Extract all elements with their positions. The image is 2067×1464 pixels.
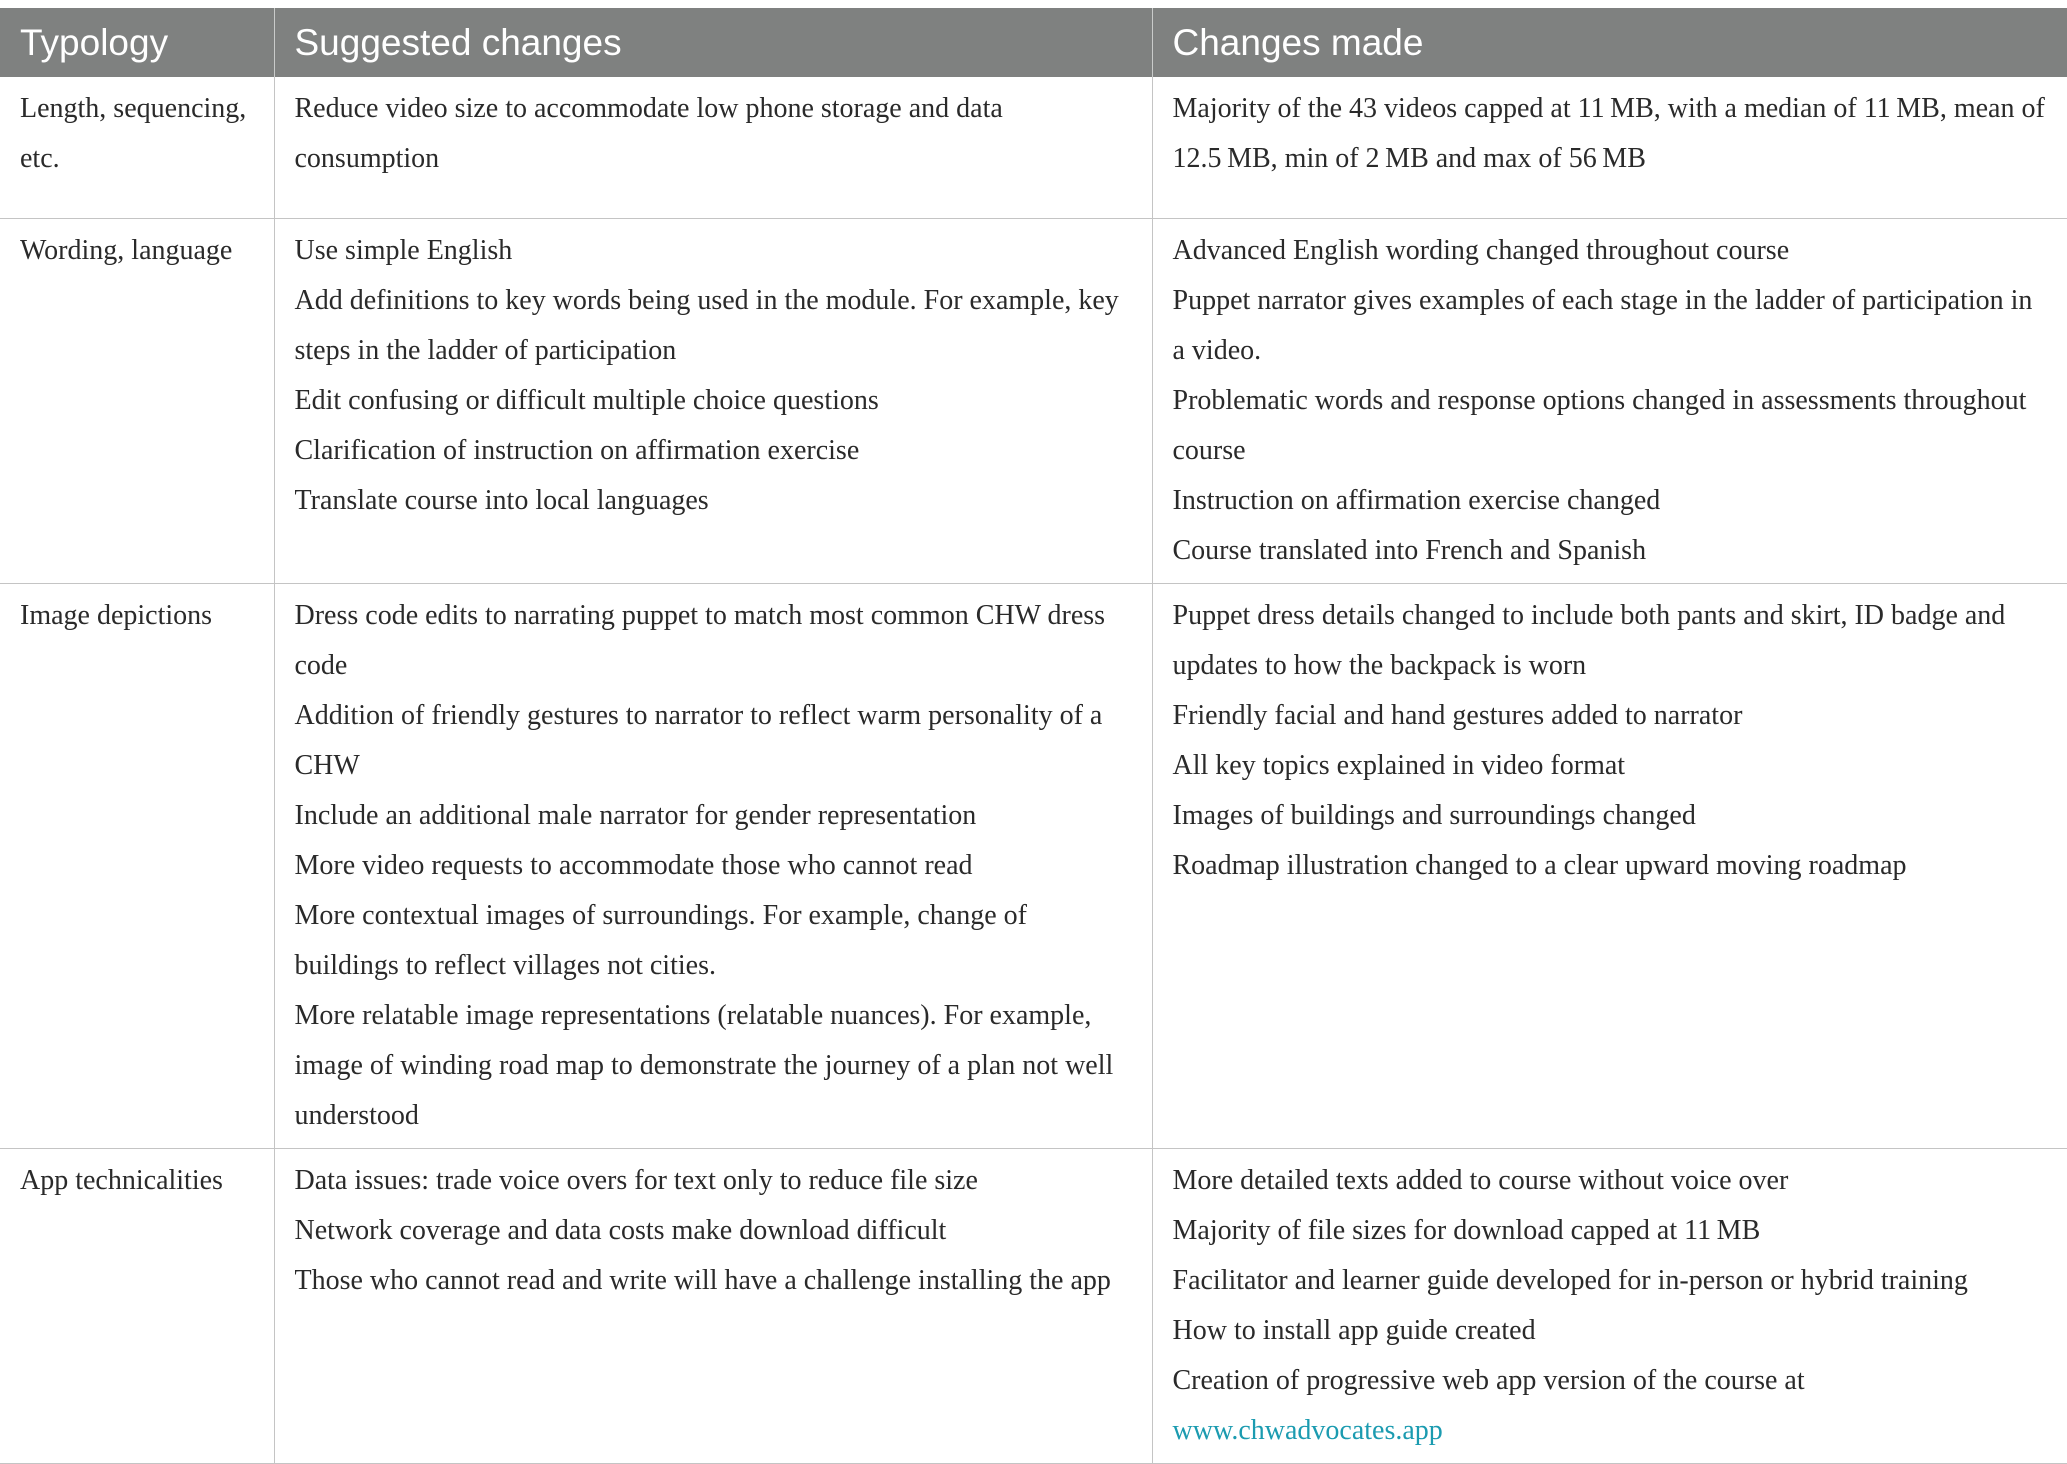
made-cell bbox=[1152, 218, 2067, 583]
made-item: Puppet dress details changed to include both pants and skirt, ID badge and updates to how the backpack is worn bbox=[1172, 599, 2006, 681]
suggested-item: Use simple English bbox=[294, 234, 513, 266]
typology-cell: App technicalities bbox=[0, 1148, 274, 1463]
made-item: All key topics explained in video format bbox=[1172, 749, 1626, 781]
made-item: Majority of the 43 videos capped at 11 MB, with a median of 11 MB, mean of 12.5 MB, min of 2 MB and max of 56 MB bbox=[1172, 93, 2045, 174]
suggested-item: Reduce video size to accommodate low phone storage and data consumption bbox=[294, 93, 1003, 174]
suggested-item: More contextual images of surroundings. For example, change of buildings to reflect villages not cities. bbox=[294, 899, 1027, 981]
suggested-item: Include an additional male narrator for gender representation bbox=[294, 799, 977, 831]
made-cell bbox=[1152, 77, 2067, 218]
made-item: How to install app guide created bbox=[1172, 1314, 1536, 1346]
table-row bbox=[0, 218, 2067, 583]
made-item: Advanced English wording changed throughout course bbox=[1172, 234, 1790, 266]
suggested-item: Dress code edits to narrating puppet to match most common CHW dress code bbox=[294, 599, 1106, 681]
made-item: Instruction on affirmation exercise changed bbox=[1172, 484, 1661, 516]
suggested-cell bbox=[274, 1148, 1152, 1463]
made-item-text: Creation of progressive web app version of the course at bbox=[1172, 1364, 1805, 1396]
suggested-cell bbox=[274, 218, 1152, 583]
typology-cell: Wording, language bbox=[0, 218, 274, 583]
suggested-cell bbox=[274, 77, 1152, 218]
suggested-item: More relatable image representations (relatable nuances). For example, image of winding road map to demonstrate the journey of a plan not well understood bbox=[294, 999, 1114, 1131]
header-suggested-changes: Suggested changes bbox=[274, 8, 1152, 77]
suggested-item: Add definitions to key words being used in the module. For example, key steps in the ladder of participation bbox=[294, 284, 1119, 366]
header-typology: Typology bbox=[0, 8, 274, 77]
made-cell bbox=[1152, 583, 2067, 1148]
made-item: Course translated into French and Spanish bbox=[1172, 534, 1647, 566]
made-cell bbox=[1152, 1148, 2067, 1463]
table-header-row bbox=[0, 8, 2067, 77]
made-item: Images of buildings and surroundings changed bbox=[1172, 799, 1696, 831]
suggested-item: More video requests to accommodate those who cannot read bbox=[294, 849, 973, 881]
table-row bbox=[0, 77, 2067, 218]
made-item: Puppet narrator gives examples of each stage in the ladder of participation in a video. bbox=[1172, 284, 2033, 366]
typology-cell: Length, sequencing, etc. bbox=[0, 77, 274, 218]
suggested-item: Translate course into local languages bbox=[294, 484, 709, 516]
changes-table-container bbox=[0, 8, 2067, 1464]
typology-cell: Image depictions bbox=[0, 583, 274, 1148]
suggested-item: Clarification of instruction on affirmation exercise bbox=[294, 434, 860, 466]
changes-table bbox=[0, 8, 2067, 1464]
suggested-item: Those who cannot read and write will have a challenge installing the app bbox=[294, 1264, 1111, 1296]
made-item: More detailed texts added to course without voice over bbox=[1172, 1164, 1789, 1196]
table-row bbox=[0, 583, 2067, 1148]
suggested-item: Data issues: trade voice overs for text only to reduce file size bbox=[294, 1164, 978, 1196]
made-item: Friendly facial and hand gestures added to narrator bbox=[1172, 699, 1743, 731]
table-row bbox=[0, 1148, 2067, 1463]
made-item: Facilitator and learner guide developed for in-person or hybrid training bbox=[1172, 1264, 1968, 1296]
course-web-link[interactable]: www.chwadvocates.app bbox=[1172, 1414, 1443, 1446]
suggested-cell bbox=[274, 583, 1152, 1148]
suggested-item: Edit confusing or difficult multiple choice questions bbox=[294, 384, 879, 416]
header-changes-made: Changes made bbox=[1152, 8, 2067, 77]
suggested-item: Network coverage and data costs make download difficult bbox=[294, 1214, 947, 1246]
made-item: Majority of file sizes for download capped at 11 MB bbox=[1172, 1214, 1761, 1246]
suggested-item: Addition of friendly gestures to narrator to reflect warm personality of a CHW bbox=[294, 699, 1103, 781]
made-item: Problematic words and response options changed in assessments throughout course bbox=[1172, 384, 2027, 466]
made-item: Roadmap illustration changed to a clear upward moving roadmap bbox=[1172, 849, 1907, 881]
